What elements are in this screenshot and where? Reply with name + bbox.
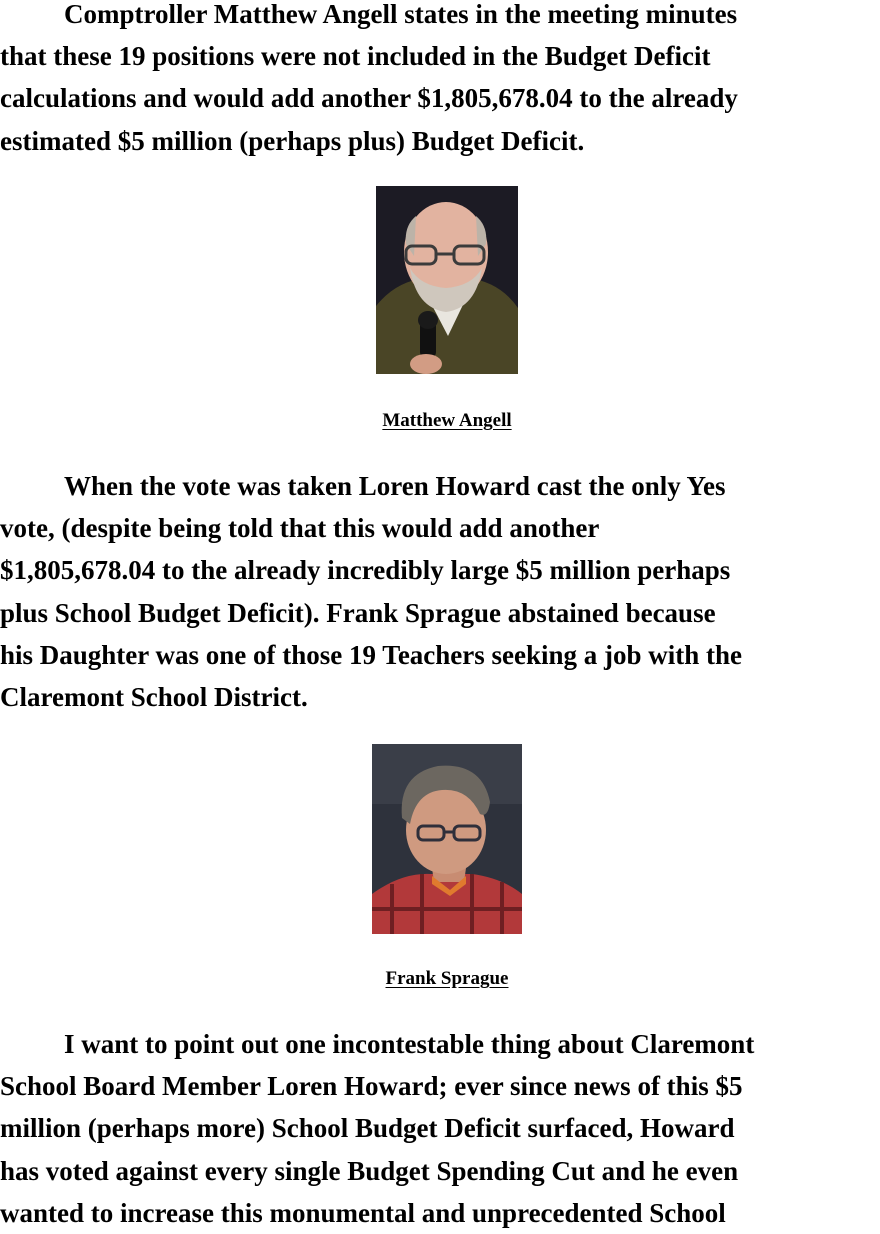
text-line: When the vote was taken Loren Howard cast the only Yes — [64, 471, 726, 501]
paragraph-vote — [0, 465, 880, 718]
frank-sprague-photo — [372, 744, 522, 934]
text-line: Comptroller Matthew Angell states in the meeting minutes — [64, 0, 738, 29]
text-line: his Daughter was one of those 19 Teachers seeking a job with the — [0, 639, 743, 670]
text-line: calculations and would add another $1,805,678.04 to the already — [0, 83, 738, 114]
text-line: $1,805,678.04 to the already incredibly large $5 million perhaps — [0, 555, 731, 586]
text-line: has voted against every single Budget Spending Cut and he even — [0, 1155, 739, 1186]
text-line: estimated $5 million (perhaps plus) Budget Deficit. — [0, 125, 585, 156]
text-line: School Board Member Loren Howard; ever since news of this $5 — [0, 1071, 743, 1102]
paragraph-comptroller — [0, 0, 880, 162]
text-line: wanted to increase this monumental and unprecedented School — [0, 1197, 726, 1228]
paragraph-loren-howard — [0, 1023, 880, 1234]
text-line: Claremont School District. — [0, 682, 308, 713]
text-line: million (perhaps more) School Budget Deficit surfaced, Howard — [0, 1113, 735, 1144]
photo-caption-matthew-angell: Matthew Angell — [382, 410, 512, 431]
text-line: I want to point out one incontestable thing about Claremont — [64, 1029, 755, 1059]
matthew-angell-photo — [376, 186, 518, 374]
text-line: plus School Budget Deficit). Frank Sprague abstained because — [0, 597, 716, 628]
portrait-photo-icon — [372, 744, 522, 934]
text-line: that these 19 positions were not included in the Budget Deficit — [0, 41, 711, 72]
portrait-photo-icon — [376, 186, 518, 374]
text-line: vote, (despite being told that this would add another — [0, 513, 600, 544]
photo-caption-frank-sprague: Frank Sprague — [385, 968, 509, 989]
